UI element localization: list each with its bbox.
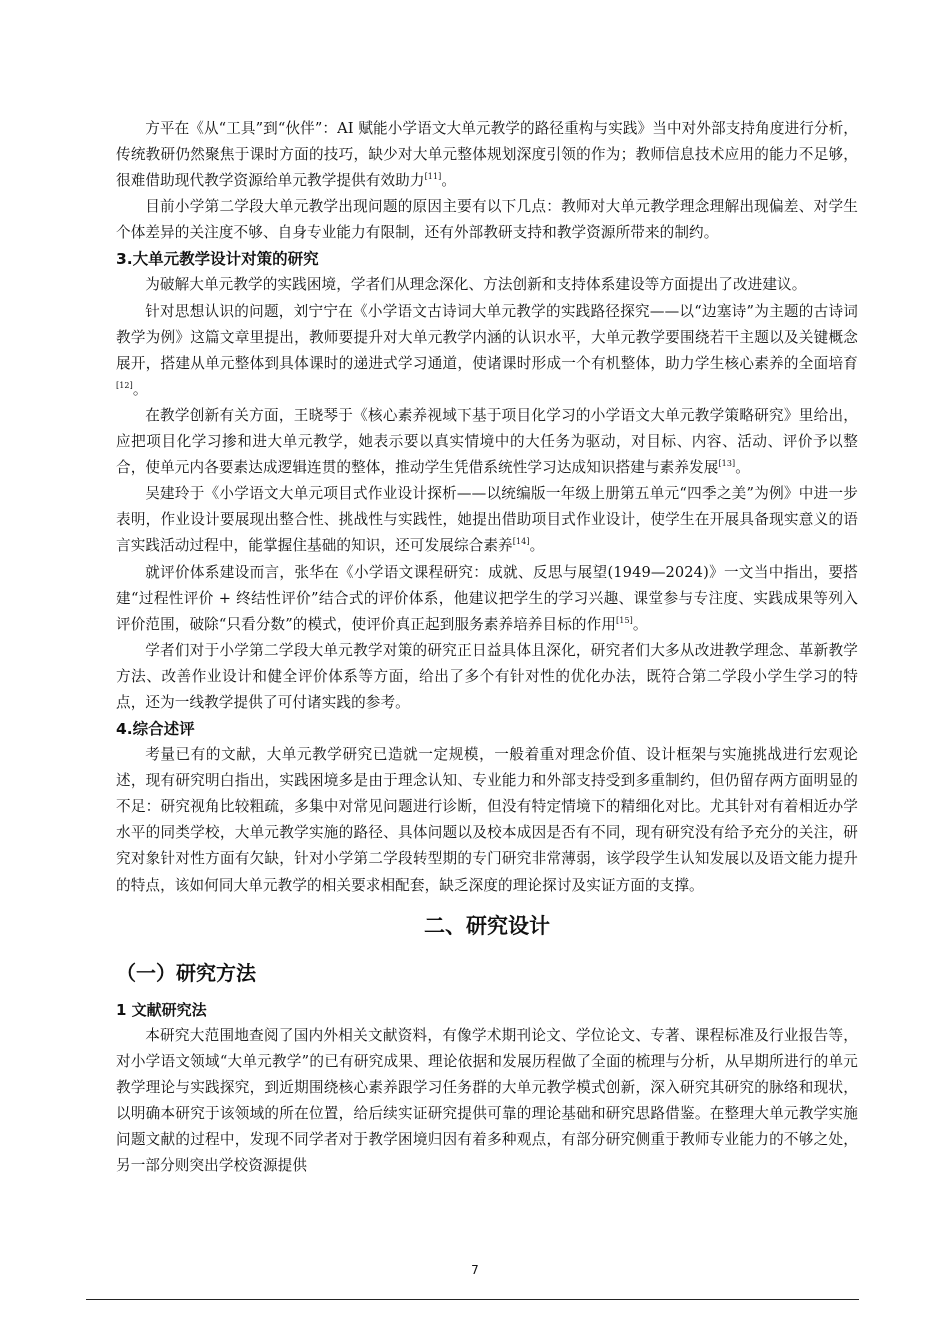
citation-ref: [13]	[718, 459, 736, 469]
footer-divider	[86, 1299, 859, 1300]
document-body	[116, 116, 858, 1179]
paragraph-text: 学者们对于小学第二学段大单元教学对策的研究正日益具体且深化，研究者们大多从改进教学理念、革新教学方法、改善作业设计和健全评价体系等方面，给出了多个有针对性的优化办法，既符合第二学段小学生学习的特点，还为一线教学提供了可付诸实践的参考。	[116, 641, 858, 711]
body-paragraph	[116, 481, 858, 559]
citation-ref: [15]	[616, 615, 633, 625]
body-paragraph	[116, 116, 858, 194]
citation-ref: [12]	[116, 380, 133, 390]
subsection-heading: （一）研究方法	[116, 960, 256, 985]
paragraph-text: 为破解大单元教学的实践困境，学者们从理念深化、方法创新和支持体系建设等方面提出了改进建议。	[145, 276, 807, 294]
body-paragraph	[116, 560, 858, 638]
paragraph-text: 目前小学第二学段大单元教学出现问题的原因主要有以下几点：教师对大单元教学理念理解出现偏差、对学生个体差异的关注度不够、自身专业能力有限制，还有外部教研支持和教学资源所带来的制约。	[116, 198, 858, 242]
body-paragraph	[116, 638, 858, 716]
section-heading: 3.大单元教学设计对策的研究	[116, 250, 319, 269]
page-number: 7	[471, 1263, 479, 1277]
citation-ref: [14]	[512, 537, 530, 547]
section-heading: 4.综合述评	[116, 720, 195, 739]
paragraph-tail: 。	[632, 615, 648, 633]
body-paragraph	[116, 272, 858, 298]
chapter-heading: 二、研究设计	[424, 913, 550, 938]
paragraph-text: 方平在《从“工具”到“伙伴”：AI 赋能小学语文大单元教学的路径重构与实践》当中对外部支持角度进行分析，传统教研仍然聚焦于课时方面的技巧，缺少对大单元整体规划深度引领的作为；教师信息技术应用的能力不足够，很难借助现代教学资源给单元教学提供有效助力	[116, 120, 858, 190]
paragraph-text: 本研究大范围地查阅了国内外相关文献资料，有像学术期刊论文、学位论文、专著、课程标准及行业报告等，对小学语文领域“大单元教学”的已有研究成果、理论依据和发展历程做了全面的梳理与分析，从早期所进行的单元教学理论与实践探究，到近期围绕核心素养跟学习任务群的大单元教学模式创新，深入研究其研究的脉络和现状，以明确本研究于该领域的所在位置，给后续实证研究提供可靠的理论基础和研究思路借鉴。在整理大单元教学实施问题文献的过程中，发现不同学者对于教学困境归因有着多种观点，有部分研究侧重于教师专业能力的不够之处，另一部分则突出学校资源提供	[116, 1026, 858, 1175]
paragraph-tail: 。	[441, 172, 457, 190]
body-paragraph	[116, 194, 858, 246]
paragraph-text: 吴建玲于《小学语文大单元项目式作业设计探析——以统编版一年级上册第五单元“四季之美”为例》中进一步表明，作业设计要展现出整合性、挑战性与实践性，她提出借助项目式作业设计，使学生在开展具备现实意义的语言实践活动过程中，能掌握住基础的知识，还可发展综合素养	[116, 485, 858, 555]
body-paragraph	[116, 299, 858, 403]
body-paragraph	[116, 403, 858, 481]
paragraph-tail: 。	[529, 537, 545, 555]
paragraph-text: 就评价体系建设而言，张华在《小学语文课程研究：成就、反思与展望(1949—2024)》一文当中指出，要搭建“过程性评价 + 终结性评价”结合式的评价体系，他建议把学生的学习兴趣、课堂参与专注度、实践成果等列入评价范围，破除“只看分数”的模式，使评价真正起到服务素养培养目标的作用	[116, 563, 858, 633]
paragraph-tail: 。	[132, 380, 148, 398]
body-paragraph	[116, 1023, 858, 1180]
paragraph-text: 针对思想认识的问题，刘宁宁在《小学语文古诗词大单元教学的实践路径探究——以“边塞诗”为主题的古诗词教学为例》这篇文章里提出，教师要提升对大单元教学内涵的认识水平，大单元教学要围绕若干主题以及关键概念展开，搭建从单元整体到具体课时的递进式学习通道，使诸课时形成一个有机整体，助力学生核心素养的全面培育	[116, 302, 858, 372]
body-paragraph	[116, 742, 858, 899]
citation-ref: [11]	[424, 172, 442, 182]
paragraph-tail: 。	[735, 459, 750, 477]
paragraph-text: 在教学创新有关方面，王晓琴于《核心素养视域下基于项目化学习的小学语文大单元教学策略研究》里给出，应把项目化学习掺和进大单元教学，她表示要以真实情境中的大任务为驱动，对目标、内容、活动、评价予以整合，使单元内各要素达成逻辑连贯的整体，推动学生凭借系统性学习达成知识搭建与素养发展	[116, 406, 858, 477]
subsubsection-heading: 1 文献研究法	[116, 1000, 207, 1019]
paragraph-text: 考量已有的文献，大单元教学研究已造就一定规模，一般着重对理念价值、设计框架与实施挑战进行宏观论述，现有研究明白指出，实践困境多是由于理念认知、专业能力和外部支持受到多重制约，但仍留存两方面明显的不足：研究视角比较粗疏，多集中对常见问题进行诊断，但没有特定情境下的精细化对比。尤其针对有着相近办学水平的同类学校，大单元教学实施的路径、具体问题以及校本成因是否有不同，现有研究没有给予充分的关注，研究对象针对性方面有欠缺，针对小学第二学段转型期的专门研究非常薄弱，该学段学生认知发展以及语文能力提升的特点，该如何同大单元教学的相关要求相配套，缺乏深度的理论探讨及实证方面的支撑。	[116, 746, 858, 894]
